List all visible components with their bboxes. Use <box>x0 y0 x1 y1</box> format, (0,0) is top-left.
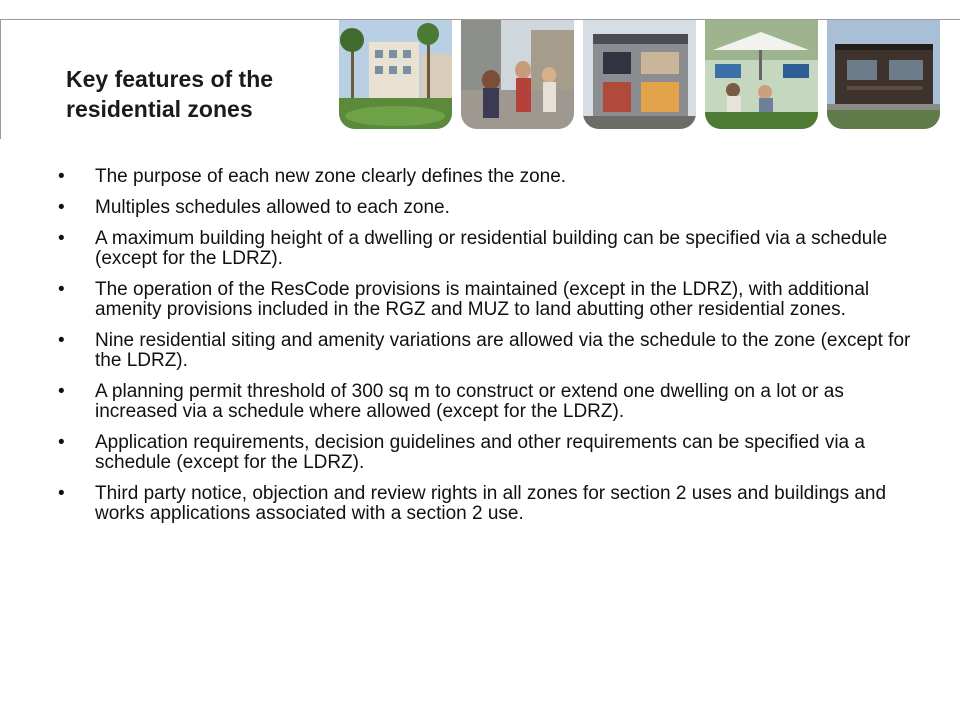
bullet-text: The operation of the ResCode provisions is maintained (except in the LDRZ), with additional amenity provisions included in the RGZ and MUZ to land abutting other residential zones. <box>95 279 870 320</box>
bullet-icon: • <box>58 166 65 187</box>
bullet-icon: • <box>58 228 65 249</box>
photo-palm-trees-apartments <box>339 20 452 129</box>
list-item <box>58 331 918 371</box>
bullet-icon: • <box>58 330 65 351</box>
bullet-icon: • <box>58 483 65 504</box>
bullet-text: A maximum building height of a dwelling or residential building can be specified via a schedule (except for the LDRZ). <box>95 228 888 269</box>
bullet-icon: • <box>58 197 65 218</box>
bullet-icon: • <box>58 381 65 402</box>
list-item <box>58 484 918 524</box>
list-item <box>58 433 918 473</box>
bullet-text: Multiples schedules allowed to each zone. <box>95 197 450 218</box>
list-item <box>58 382 918 422</box>
photo-modern-townhouses <box>583 20 696 129</box>
bullet-text: The purpose of each new zone clearly defines the zone. <box>95 166 567 187</box>
bullet-icon: • <box>58 279 65 300</box>
bullet-text: Nine residential siting and amenity variations are allowed via the schedule to the zone (except for the LDRZ). <box>95 330 911 371</box>
header-left-rule <box>0 19 1 139</box>
list-item <box>58 198 918 218</box>
bullet-icon: • <box>58 432 65 453</box>
list-item <box>58 167 918 187</box>
list-item <box>58 280 918 320</box>
feature-bullet-list <box>58 167 918 535</box>
slide-title: Key features of the residential zones <box>66 66 274 122</box>
bullet-text: Third party notice, objection and review rights in all zones for section 2 uses and buildings and works applications associated with a section 2 use. <box>95 483 887 524</box>
photo-street-pedestrians <box>461 20 574 129</box>
list-item <box>58 229 918 269</box>
photo-cafe-street <box>705 20 818 129</box>
bullet-text: A planning permit threshold of 300 sq m to construct or extend one dwelling on a lot or as increased via a schedule where allowed (except for the LDRZ). <box>95 381 844 422</box>
photo-dark-modern-house <box>827 20 940 129</box>
bullet-text: Application requirements, decision guidelines and other requirements can be specified via a schedule (except for the LDRZ). <box>95 432 865 473</box>
